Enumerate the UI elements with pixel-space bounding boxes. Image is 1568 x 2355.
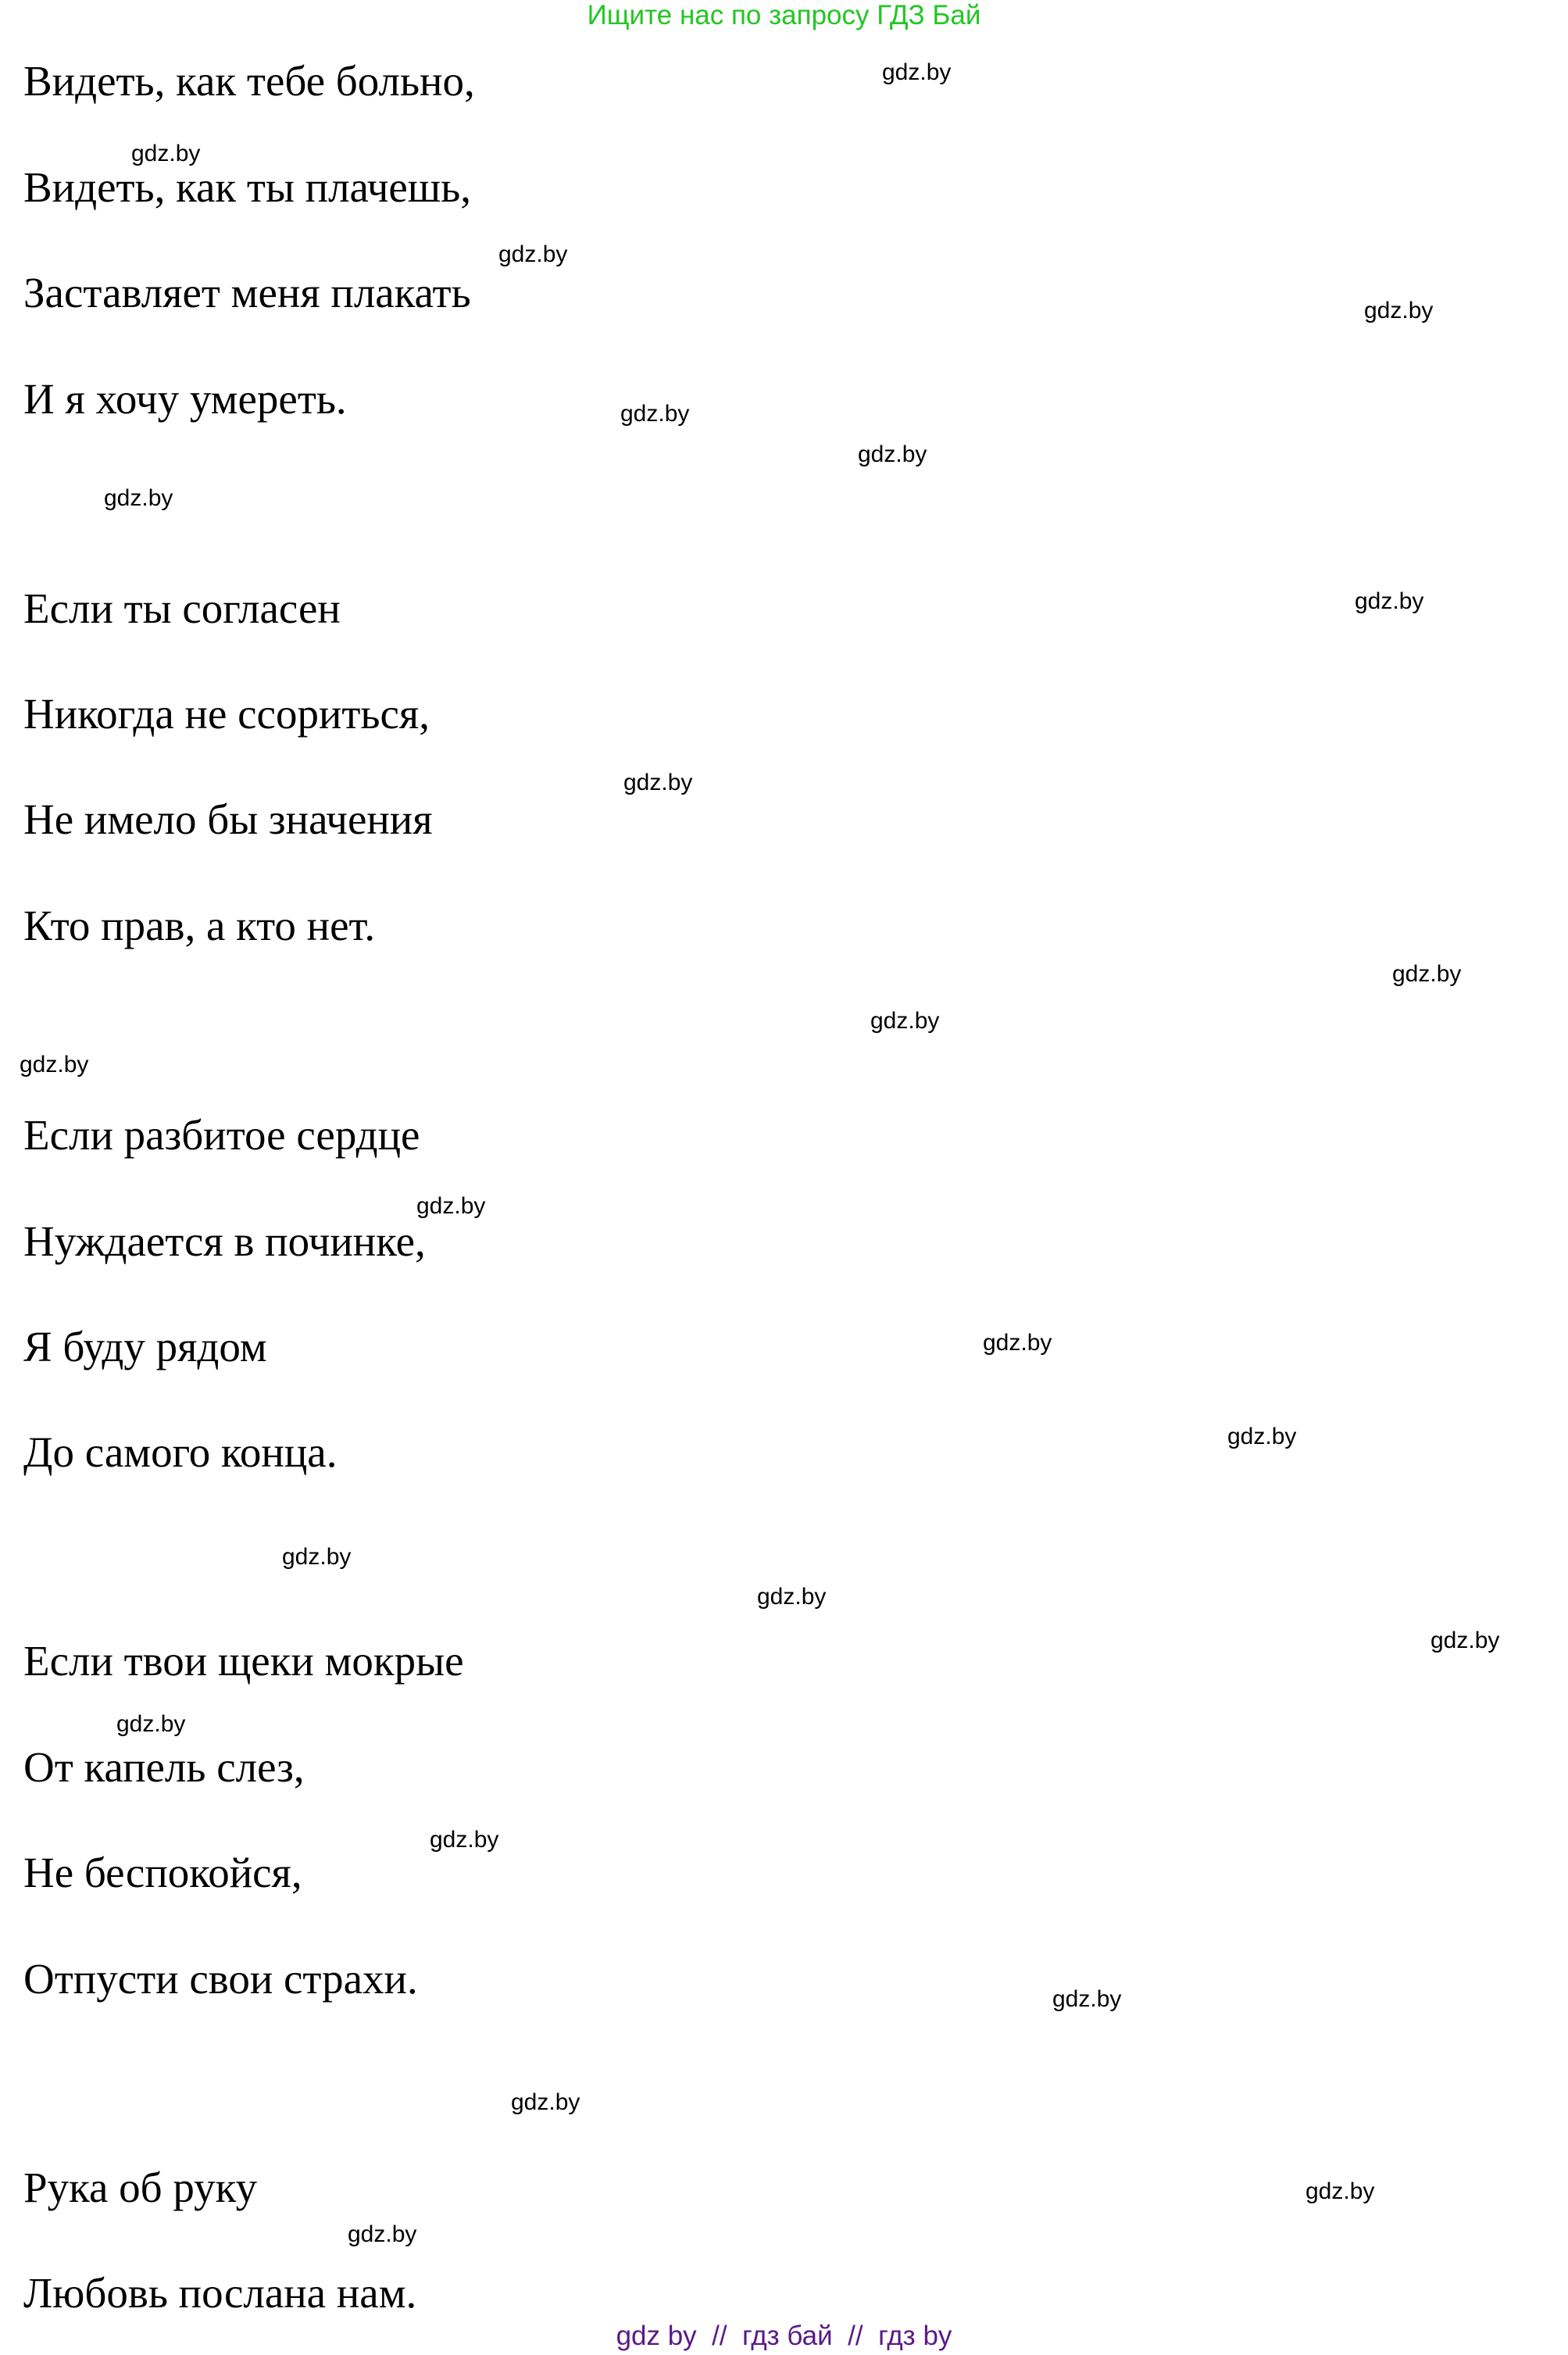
poem-line: Если твои щеки мокрые (23, 1637, 464, 1685)
watermark: gdz.by (104, 485, 173, 511)
watermark: gdz.by (1227, 1424, 1297, 1449)
poem-line: И я хочу умереть. (23, 375, 347, 423)
footer-link-gdz-bai[interactable]: гдз бай (742, 2321, 833, 2351)
watermark: gdz.by (983, 1330, 1052, 1356)
poem-line: Если разбитое сердце (23, 1111, 420, 1159)
poem-line: Я буду рядом (23, 1323, 267, 1370)
watermark: gdz.by (1355, 588, 1424, 614)
watermark: gdz.by (623, 770, 693, 795)
watermark: gdz.by (1052, 1986, 1122, 2012)
watermark: gdz.by (511, 2089, 580, 2115)
poem-line: Никогда не ссориться, (23, 690, 430, 738)
poem-line: Заставляет меня плакать (23, 269, 471, 316)
poem-line: Отпусти свои страхи. (23, 1955, 418, 2003)
poem-line: Рука об руку (23, 2164, 258, 2211)
watermark: gdz.by (1364, 298, 1434, 323)
footer-separator: // (712, 2321, 727, 2351)
watermark: gdz.by (116, 1711, 186, 1737)
watermark: gdz.by (1392, 961, 1462, 987)
watermark: gdz.by (620, 401, 690, 427)
footer-links (0, 2321, 1568, 2352)
footer-separator: // (848, 2321, 863, 2351)
poem-line: Видеть, как ты плачешь, (23, 163, 471, 211)
watermark: gdz.by (1305, 2178, 1375, 2204)
poem-line: Нуждается в починке, (23, 1217, 426, 1265)
poem-line: Кто прав, а кто нет. (23, 902, 376, 949)
poem-line: Видеть, как тебе больно, (23, 57, 475, 105)
watermark: gdz.by (282, 1544, 352, 1570)
poem-line: От капель слез, (23, 1743, 305, 1791)
watermark: gdz.by (131, 141, 201, 166)
footer-link-gdz-by-cyr[interactable]: гдз by (878, 2321, 952, 2351)
watermark: gdz.by (498, 241, 568, 267)
poem-line: Если ты согласен (23, 584, 341, 632)
watermark: gdz.by (1430, 1628, 1500, 1653)
poem-line: До самого конца. (23, 1428, 338, 1476)
footer-link-gdz-by[interactable]: gdz by (616, 2321, 697, 2351)
poem-line: Не имело бы значения (23, 795, 433, 843)
watermark: gdz.by (757, 1584, 827, 1610)
watermark: gdz.by (882, 59, 952, 85)
watermark: gdz.by (858, 441, 927, 467)
watermark: gdz.by (430, 1827, 499, 1853)
search-banner: Ищите нас по запросу ГДЗ Бай (587, 0, 981, 30)
watermark: gdz.by (20, 1052, 89, 1077)
watermark: gdz.by (870, 1008, 940, 1034)
watermark: gdz.by (416, 1193, 486, 1219)
poem-line: Не беспокойся, (23, 1849, 302, 1896)
poem-line: Любовь послана нам. (23, 2269, 417, 2317)
watermark: gdz.by (348, 2221, 417, 2247)
